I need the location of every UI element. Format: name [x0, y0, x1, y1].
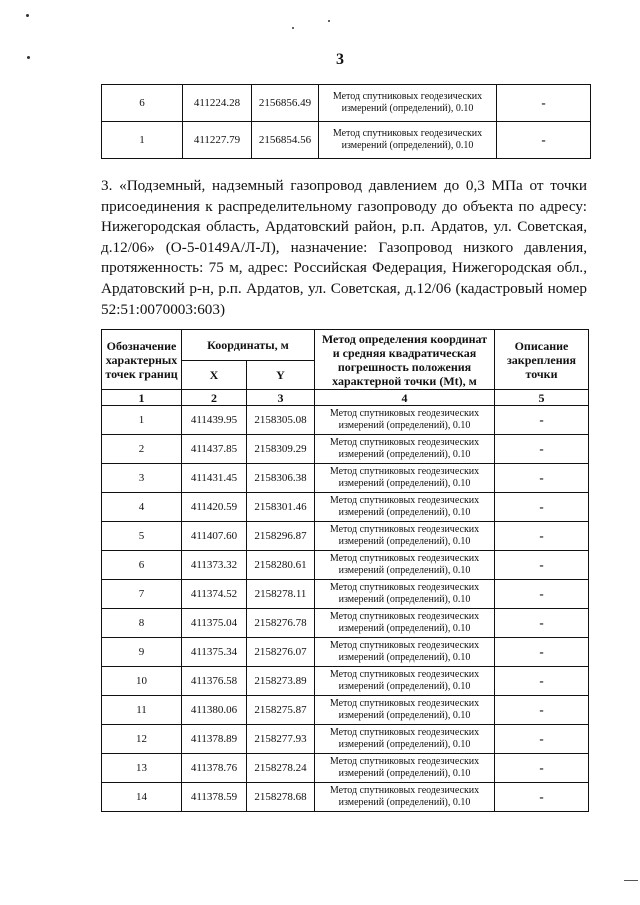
table-row: [102, 783, 589, 812]
method-cell: [315, 754, 495, 783]
table-row: [102, 696, 589, 725]
fixing-cell: -: [495, 464, 589, 493]
table-row: [102, 551, 589, 580]
point-cell: 12: [102, 725, 182, 754]
y-cell: 2158278.24: [247, 754, 315, 783]
method-text: измерений (определений), 0.10: [338, 449, 471, 460]
point-cell: 9: [102, 638, 182, 667]
table-row: [102, 667, 589, 696]
x-cell: 411378.59: [182, 783, 247, 812]
method-cell: [315, 725, 495, 754]
point-cell: 2: [102, 435, 182, 464]
method-text: Метод спутниковых геодезических: [329, 582, 480, 593]
fixing-cell: -: [497, 85, 591, 122]
method-text: Метод спутниковых геодезических: [329, 611, 480, 622]
x-cell: 411376.58: [182, 667, 247, 696]
y-cell: 2156854.56: [252, 122, 319, 159]
y-cell: 2158278.68: [247, 783, 315, 812]
x-cell: 411227.79: [183, 122, 252, 159]
point-cell: 5: [102, 522, 182, 551]
method-cell: [315, 493, 495, 522]
header-text: точек границ: [105, 366, 178, 381]
point-cell: 10: [102, 667, 182, 696]
fixing-cell: -: [495, 696, 589, 725]
x-cell: 411375.04: [182, 609, 247, 638]
fixing-cell: -: [495, 754, 589, 783]
x-cell: 411439.95: [182, 406, 247, 435]
scan-dot: [328, 20, 330, 22]
fixing-cell: -: [495, 435, 589, 464]
x-cell: 411374.52: [182, 580, 247, 609]
top-coordinates-table: [101, 84, 591, 159]
method-text: Метод спутниковых геодезических: [329, 495, 480, 506]
method-text: измерений (определений), 0.10: [338, 507, 471, 518]
table-row: [102, 638, 589, 667]
method-text: измерений (определений), 0.10: [338, 681, 471, 692]
point-cell: 4: [102, 493, 182, 522]
fixing-cell: -: [495, 406, 589, 435]
method-text: измерений (определений), 0.10: [338, 594, 471, 605]
method-text: Метод спутниковых геодезических: [329, 408, 480, 419]
method-text: измерений (определений), 0.10: [338, 768, 471, 779]
header-coordinates: Координаты, м: [182, 330, 315, 361]
method-text: Метод спутниковых геодезических: [332, 91, 483, 102]
method-cell: [315, 580, 495, 609]
y-cell: 2158305.08: [247, 406, 315, 435]
method-cell: [315, 522, 495, 551]
method-text: Метод спутниковых геодезических: [329, 524, 480, 535]
table-row: [102, 609, 589, 638]
method-text: измерений (определений), 0.10: [338, 623, 471, 634]
point-cell: 1: [102, 406, 182, 435]
column-number: 3: [247, 390, 315, 406]
table-row: [102, 493, 589, 522]
x-cell: 411437.85: [182, 435, 247, 464]
x-cell: 411378.89: [182, 725, 247, 754]
method-cell: [315, 638, 495, 667]
header-text: точки: [525, 366, 558, 381]
header-method: [315, 330, 495, 390]
point-cell: 14: [102, 783, 182, 812]
table-row: [102, 754, 589, 783]
y-cell: 2158280.61: [247, 551, 315, 580]
point-cell: 13: [102, 754, 182, 783]
method-text: Метод спутниковых геодезических: [329, 466, 480, 477]
column-number: 4: [315, 390, 495, 406]
y-cell: 2158277.93: [247, 725, 315, 754]
method-text: Метод спутниковых геодезических: [329, 669, 480, 680]
column-number: 1: [102, 390, 182, 406]
table-row: [102, 85, 591, 122]
method-cell: [315, 435, 495, 464]
point-cell: 3: [102, 464, 182, 493]
method-text: Метод спутниковых геодезических: [329, 437, 480, 448]
method-text: измерений (определений), 0.10: [338, 797, 471, 808]
method-text: измерений (определений), 0.10: [341, 140, 474, 151]
fixing-cell: -: [495, 638, 589, 667]
method-text: измерений (определений), 0.10: [338, 652, 471, 663]
fixing-cell: -: [495, 725, 589, 754]
scan-dot: [26, 14, 29, 17]
method-text: измерений (определений), 0.10: [338, 478, 471, 489]
method-text: измерений (определений), 0.10: [338, 710, 471, 721]
point-cell: 11: [102, 696, 182, 725]
table-row: [102, 522, 589, 551]
object-description: 3. «Подземный, надземный газопровод давлением до 0,3 МПа от точки присоединения к распределительному газопроводу до объекта по адресу: Нижегородская область, Ардатовский район, р.п. Ардатов, ул. Советская, д.12/06» (О-5-0149А/Л-Л), назначение: Газопровод низкого давления, протяженность: 75 м, адрес: Российская Федерация, Нижегородская обл., Ардатовский р-н, р.п. Ардатов, ул. Советская, д.12/06 (кадастровый номер 52:51:0070003:603): [101, 177, 587, 318]
column-number: 2: [182, 390, 247, 406]
method-text: Метод спутниковых геодезических: [329, 553, 480, 564]
table-row: [102, 464, 589, 493]
y-cell: 2158301.46: [247, 493, 315, 522]
y-cell: 2158273.89: [247, 667, 315, 696]
page-number: 3: [336, 51, 344, 68]
method-cell: [319, 122, 497, 159]
header-text: погрешность положения: [337, 359, 472, 374]
method-cell: [315, 696, 495, 725]
table-row: [102, 406, 589, 435]
point-cell: 6: [102, 551, 182, 580]
y-cell: 2158275.87: [247, 696, 315, 725]
y-cell: 2158306.38: [247, 464, 315, 493]
x-cell: 411224.28: [183, 85, 252, 122]
table-row: [102, 122, 591, 159]
table-row: [102, 580, 589, 609]
x-cell: 411378.76: [182, 754, 247, 783]
y-cell: 2158309.29: [247, 435, 315, 464]
method-text: измерений (определений), 0.10: [338, 739, 471, 750]
header-y: Y: [247, 361, 315, 390]
x-cell: 411380.06: [182, 696, 247, 725]
header-text: характерной точки (Mt), м: [332, 373, 477, 388]
x-cell: 411431.45: [182, 464, 247, 493]
x-cell: 411407.60: [182, 522, 247, 551]
method-text: Метод спутниковых геодезических: [329, 698, 480, 709]
point-cell: 7: [102, 580, 182, 609]
method-text: измерений (определений), 0.10: [338, 420, 471, 431]
x-cell: 411373.32: [182, 551, 247, 580]
point-cell: 8: [102, 609, 182, 638]
method-cell: [319, 85, 497, 122]
table-row: [102, 435, 589, 464]
point-cell: 6: [102, 85, 183, 122]
method-cell: [315, 667, 495, 696]
method-text: Метод спутниковых геодезических: [329, 785, 480, 796]
method-text: Метод спутниковых геодезических: [329, 756, 480, 767]
fixing-cell: -: [495, 522, 589, 551]
fixing-cell: -: [495, 493, 589, 522]
header-x: X: [182, 361, 247, 390]
method-cell: [315, 783, 495, 812]
table-row: [102, 725, 589, 754]
scan-mark: [624, 880, 638, 881]
y-cell: 2158296.87: [247, 522, 315, 551]
header-text: характерных: [105, 352, 178, 367]
method-cell: [315, 464, 495, 493]
header-text: и средняя квадратическая: [332, 345, 477, 360]
y-cell: 2156856.49: [252, 85, 319, 122]
scan-dot: [292, 27, 294, 29]
fixing-cell: -: [495, 783, 589, 812]
fixing-cell: -: [497, 122, 591, 159]
method-text: Метод спутниковых геодезических: [332, 128, 483, 139]
fixing-cell: -: [495, 667, 589, 696]
y-cell: 2158276.07: [247, 638, 315, 667]
header-text: Метод определения координат: [321, 331, 488, 346]
x-cell: 411420.59: [182, 493, 247, 522]
method-text: Метод спутниковых геодезических: [329, 727, 480, 738]
x-cell: 411375.34: [182, 638, 247, 667]
method-cell: [315, 551, 495, 580]
header-point-designation: [102, 330, 182, 390]
method-cell: [315, 406, 495, 435]
method-text: измерений (определений), 0.10: [338, 565, 471, 576]
method-text: измерений (определений), 0.10: [341, 103, 474, 114]
method-text: Метод спутниковых геодезических: [329, 640, 480, 651]
fixing-cell: -: [495, 580, 589, 609]
header-text: Описание: [514, 338, 569, 353]
header-text: закрепления: [506, 352, 577, 367]
header-text: Обозначение: [106, 338, 177, 353]
column-number: 5: [495, 390, 589, 406]
method-cell: [315, 609, 495, 638]
method-text: измерений (определений), 0.10: [338, 536, 471, 547]
y-cell: 2158278.11: [247, 580, 315, 609]
fixing-cell: -: [495, 609, 589, 638]
header-fixing-description: [495, 330, 589, 390]
coordinates-table: [101, 329, 589, 812]
fixing-cell: -: [495, 551, 589, 580]
point-cell: 1: [102, 122, 183, 159]
y-cell: 2158276.78: [247, 609, 315, 638]
